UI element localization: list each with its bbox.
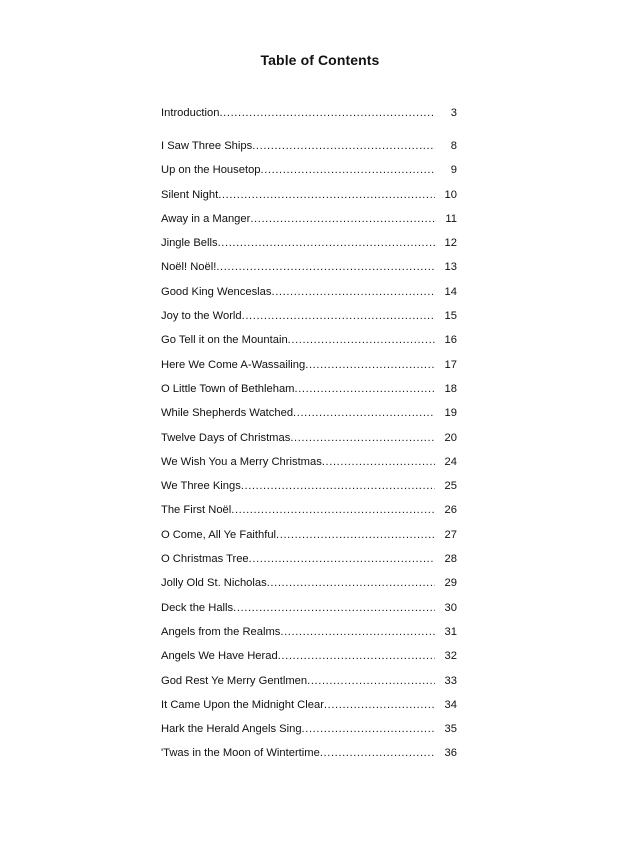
toc-entry-title: Jolly Old St. Nicholas <box>161 577 267 590</box>
toc-page-number: 19 <box>444 407 457 420</box>
toc-leader-dots <box>261 162 435 178</box>
toc-entry <box>161 478 457 502</box>
toc-entry-title: While Shepherds Watched <box>161 407 294 420</box>
toc-entry-title: Joy to the World <box>161 310 242 323</box>
toc-page-number: 14 <box>444 285 457 298</box>
toc-page-number: 34 <box>444 698 457 711</box>
toc-leader-dots <box>295 381 436 397</box>
toc-entry <box>161 430 457 454</box>
toc-entry <box>161 648 457 672</box>
toc-page-number: 31 <box>444 625 457 638</box>
toc-leader-dots <box>322 454 435 470</box>
toc-entry <box>161 673 457 697</box>
toc-entry <box>161 138 457 162</box>
toc-entry-title: I Saw Three Ships <box>161 140 253 152</box>
toc-leader-dots <box>218 235 435 251</box>
toc-entry <box>161 162 457 186</box>
toc-page-number: 33 <box>444 674 457 687</box>
toc-page-number: 32 <box>444 650 457 663</box>
toc-entry <box>161 187 457 211</box>
toc-leader-dots <box>288 332 435 348</box>
toc-page-number: 12 <box>444 237 457 250</box>
toc-entry <box>161 551 457 575</box>
toc-page-number: 10 <box>444 188 457 201</box>
toc-leader-dots <box>216 259 435 275</box>
toc-page-number: 16 <box>444 334 457 347</box>
toc-entry-title: We Three Kings <box>161 480 241 493</box>
toc-entry-title: Up on the Housetop <box>161 164 261 177</box>
toc-leader-dots <box>231 502 435 518</box>
toc-entry-title: O Come, All Ye Faithful <box>161 528 277 541</box>
toc-entry-title: Angels from the Realms <box>161 625 281 638</box>
toc-leader-dots <box>307 673 435 689</box>
toc-entry-title: Go Tell it on the Mountain <box>161 334 288 347</box>
toc-leader-dots <box>272 284 436 300</box>
toc-leader-dots <box>233 600 435 616</box>
toc-leader-dots <box>320 745 435 761</box>
toc-entry-title: Silent Night <box>161 188 219 201</box>
toc-leader-dots <box>305 357 435 373</box>
toc-entry-title: Good King Wenceslas <box>161 285 272 298</box>
toc-page-number: 13 <box>444 261 457 274</box>
toc-page-number: 29 <box>444 577 457 590</box>
toc-entry <box>161 600 457 624</box>
toc-leader-dots <box>252 138 435 154</box>
toc-entry-title: Deck the Halls <box>161 601 234 614</box>
toc-page-number: 11 <box>445 212 457 225</box>
toc-page-number: 30 <box>444 601 457 614</box>
toc-leader-dots <box>290 430 435 446</box>
toc-page-number: 36 <box>444 747 457 760</box>
toc-entry-title: Away in a Manger <box>161 212 251 225</box>
toc-entry <box>161 105 457 138</box>
toc-entry-title: God Rest Ye Merry Gentlmen <box>161 674 308 687</box>
toc-page-number: 8 <box>450 140 457 152</box>
toc-entry-title: Twelve Days of Christmas <box>161 431 291 444</box>
toc-leader-dots <box>249 551 435 567</box>
toc-leader-dots <box>242 308 435 324</box>
toc-entry-title: Hark the Herald Angels Sing <box>161 723 302 736</box>
toc-page-number: 18 <box>444 382 457 395</box>
toc-entry <box>161 454 457 478</box>
toc-entry <box>161 235 457 259</box>
toc-leader-dots <box>278 648 435 664</box>
toc-entry-title: O Little Town of Bethleham <box>161 382 295 395</box>
toc-entry <box>161 284 457 308</box>
toc-page-number: 25 <box>444 480 457 493</box>
toc-entry <box>161 721 457 745</box>
toc-entry <box>161 697 457 721</box>
toc-entry-title: O Christmas Tree <box>161 553 249 566</box>
toc-leader-dots <box>241 478 435 494</box>
toc-leader-dots <box>324 697 435 713</box>
toc-leader-dots <box>293 405 435 421</box>
toc-entry-title: 'Twas in the Moon of Wintertime <box>161 747 320 760</box>
toc-page-number: 26 <box>444 504 457 517</box>
toc-page-number: 15 <box>444 310 457 323</box>
toc-entry-title: The First Noël <box>161 504 232 517</box>
page-title: Table of Contents <box>260 52 380 68</box>
toc-leader-dots <box>302 721 435 737</box>
toc-page-number: 17 <box>444 358 457 371</box>
toc-entry <box>161 381 457 405</box>
toc-leader-dots <box>276 527 435 543</box>
toc-entry-title: Angels We Have Herad <box>161 650 278 663</box>
toc-leader-dots <box>219 105 435 121</box>
toc-entry <box>161 259 457 283</box>
toc-entry-title: Jingle Bells <box>161 237 218 250</box>
toc-entry <box>161 405 457 429</box>
toc-entry <box>161 332 457 356</box>
toc-entry <box>161 527 457 551</box>
toc-entry-title: It Came Upon the Midnight Clear <box>161 698 324 711</box>
toc-entry <box>161 357 457 381</box>
toc-entry <box>161 575 457 599</box>
toc-page-number: 24 <box>444 455 457 468</box>
toc-page-number: 35 <box>444 723 457 736</box>
toc-entry-title: Here We Come A-Wassailing <box>161 358 306 371</box>
toc-entry <box>161 308 457 332</box>
toc-leader-dots <box>267 575 435 591</box>
toc-entry-title: Noël! Noël! <box>161 261 217 274</box>
toc-entry <box>161 624 457 648</box>
toc-page-number: 3 <box>450 107 457 119</box>
toc-page-number: 9 <box>450 164 457 177</box>
toc-entry <box>161 211 457 235</box>
toc-page-number: 28 <box>444 553 457 566</box>
toc-entry-title: We Wish You a Merry Christmas <box>161 455 322 468</box>
table-of-contents <box>161 105 457 770</box>
toc-page-number: 27 <box>444 528 457 541</box>
toc-leader-dots <box>250 211 435 227</box>
toc-leader-dots <box>218 187 435 203</box>
toc-page-number: 20 <box>444 431 457 444</box>
toc-leader-dots <box>280 624 435 640</box>
toc-entry <box>161 502 457 526</box>
toc-entry-title: Introduction <box>161 107 220 119</box>
toc-entry <box>161 745 457 769</box>
